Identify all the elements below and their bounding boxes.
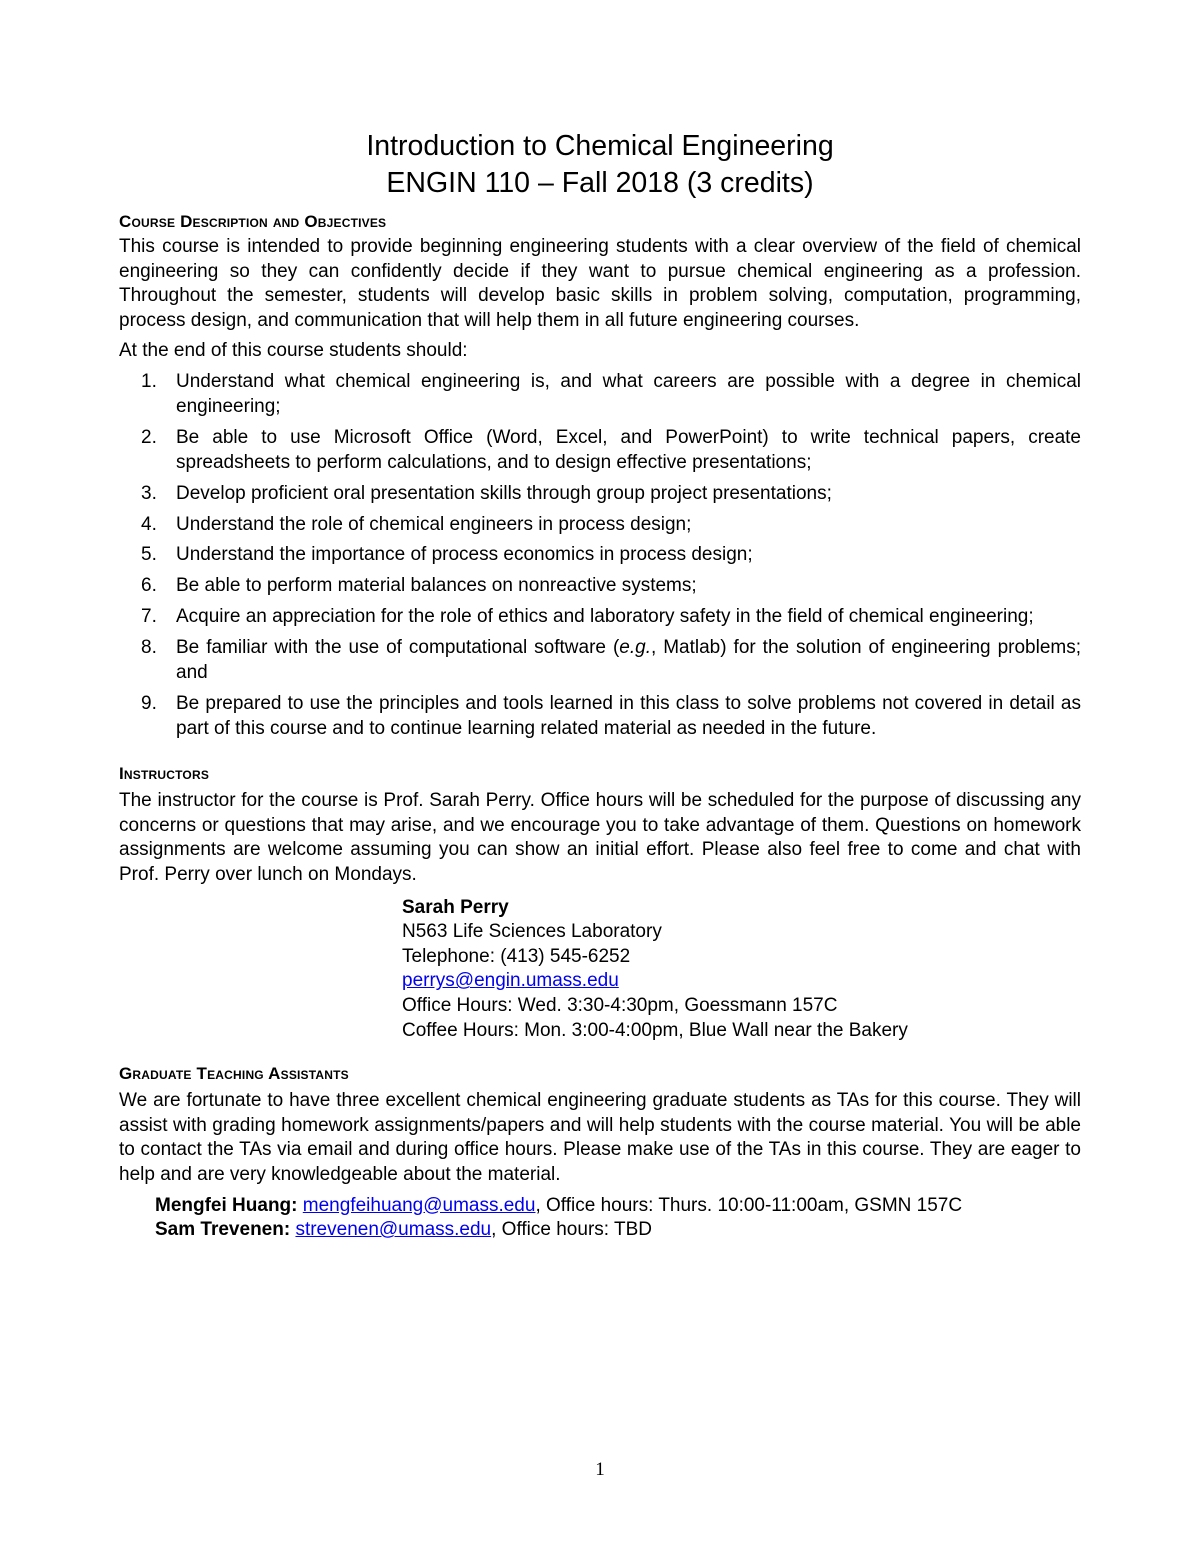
objective-text: Understand the importance of process economics in process design; [176,544,753,566]
ta-name: Sam Trevenen: [155,1219,291,1241]
ta-hours: , Office hours: TBD [491,1219,652,1241]
objective-item [119,482,1081,507]
ta-email-link[interactable]: mengfeihuang@umass.edu [302,1194,536,1216]
objective-item [119,426,1081,475]
objective-text-italic: e.g. [619,637,651,659]
objective-text: Acquire an appreciation for the role of ethics and laboratory safety in the field of chemical engineering; [176,606,1034,628]
course-title-line2: ENGIN 110 – Fall 2018 (3 credits) [386,167,814,199]
page-number: 1 [595,1459,605,1480]
course-description-heading: Course Description and Objectives [119,212,387,231]
ta-name: Mengfei Huang: [155,1194,298,1216]
instructors-paragraph: The instructor for the course is Prof. Sarah Perry. Office hours will be scheduled for the purpose of discussing any concerns or questions that may arise, and we encourage you to take advantage of them. Questions on homework assignments are welcome assuming you can show an initial effort. Please also feel free to come and chat with Prof. Perry over lunch on Mondays. [119,790,1081,885]
instructors-heading: Instructors [119,764,210,784]
objective-item [119,513,1081,538]
objective-number: 8. [141,637,157,659]
objective-number: 1. [141,371,157,393]
objective-text: Understand the role of chemical engineers in process design; [176,513,692,535]
objective-text: Be prepared to use the principles and tools learned in this class to solve problems not covered in detail as part of this course and to continue learning related material as needed in the future. [176,693,1081,739]
objectives-list [119,370,1081,741]
objectives-lead: At the end of this course students should: [119,340,468,362]
course-description-paragraph: This course is intended to provide beginning engineering students with a clear overview of the field of chemical engineering so they can confidently decide if they want to pursue chemical engineering as a profession. Throughout the semester, students will develop basic skills in problem solving, computation, programming, process design, and communication that will help them in all future engineering courses. [119,236,1081,331]
course-title [119,128,1081,202]
instructor-office-hours: Office Hours: Wed. 3:30-4:30pm, Goessmann 157C [402,994,838,1016]
ta-list [155,1194,1081,1243]
objective-number: 9. [141,693,157,715]
objective-item [119,543,1081,568]
ta-hours: , Office hours: Thurs. 10:00-11:00am, GSMN 157C [535,1194,963,1216]
instructor-office: N563 Life Sciences Laboratory [402,921,662,943]
objective-text-after: , Matlab) for the solution of engineering problems; and [176,637,1081,684]
objective-text: Be able to use Microsoft Office (Word, Excel, and PowerPoint) to write technical papers, create spreadsheets to perform calculations, and to design effective presentations; [176,426,1081,473]
instructor-name: Sarah Perry [402,896,509,918]
objective-text-before: Be familiar with the use of computational software ( [176,637,620,659]
objective-item [119,636,1081,685]
objective-item [119,370,1081,419]
tas-heading: Graduate Teaching Assistants [119,1064,349,1084]
ta-entry [155,1194,1081,1219]
instructor-contact-block [402,896,1081,1044]
objective-item [119,692,1081,741]
objective-number: 2. [141,426,157,448]
objective-number: 6. [141,575,157,597]
instructor-email-link[interactable]: perrys@engin.umass.edu [402,970,619,992]
instructor-coffee-hours: Coffee Hours: Mon. 3:00-4:00pm, Blue Wall near the Bakery [402,1019,908,1041]
ta-entry [155,1218,1081,1243]
objective-number: 7. [141,606,157,628]
tas-paragraph: We are fortunate to have three excellent chemical engineering graduate students as TAs for this course. They will assist with grading homework assignments/papers and will help students with the course material. You will be able to contact the TAs via email and during office hours. Please make use of the TAs in this course. They are eager to help and are very knowledgeable about the material. [119,1090,1081,1185]
objective-item [119,574,1081,599]
objective-item [119,605,1081,630]
objective-text: Understand what chemical engineering is, and what careers are possible with a degree in chemical engineering; [176,371,1081,417]
objective-number: 3. [141,482,157,504]
ta-email-link[interactable]: strevenen@umass.edu [295,1219,492,1241]
syllabus-page [119,128,1081,1243]
objective-text: Be able to perform material balances on nonreactive systems; [176,575,697,597]
instructor-telephone: Telephone: (413) 545-6252 [402,945,631,967]
objective-text: Develop proficient oral presentation skills through group project presentations; [176,482,832,504]
course-title-line1: Introduction to Chemical Engineering [366,130,834,162]
objective-number: 5. [141,544,157,566]
objective-number: 4. [141,513,157,535]
